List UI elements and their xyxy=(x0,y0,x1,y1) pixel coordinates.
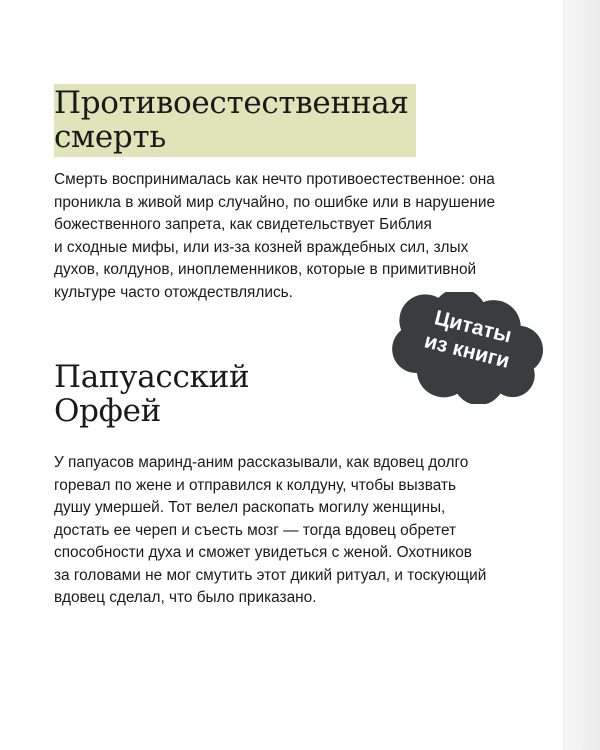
book-quotes-badge-label: Цитаты из книги xyxy=(422,306,514,373)
section-body-unnatural-death: Смерть воспринималась как нечто противоестественное: она проникла в живой мир случайно, по ошибке или в нарушение божественного запрета, как свидетельствует Библия и сходные мифы, или из-за козней враждебных сил, злых духов, колдунов, иноплеменников, которые в примитивной культуре часто отождествлялись. xyxy=(54,171,496,301)
section-body-papuan-orpheus: У папуасов маринд-аним рассказывали, как вдовец долго горевал по жене и отправился к колдуну, чтобы вызвать душу умершей. Тот велел раскопать могилу женщины, достать ее череп и съесть мозг — тогда вдовец обретет способности духа и сможет увидеться с женой. Охотников за головами не мог смутить этот дикий ритуал, и тоскующий вдовец сделал, что было приказано. xyxy=(54,454,487,606)
page-edge-shadow xyxy=(563,0,600,750)
section-heading-papuan-orpheus: Папуасский Орфей xyxy=(54,359,250,429)
section-heading-unnatural-death: Противоестественная смерть xyxy=(54,84,416,157)
book-quotes-badge[interactable] xyxy=(380,292,560,404)
